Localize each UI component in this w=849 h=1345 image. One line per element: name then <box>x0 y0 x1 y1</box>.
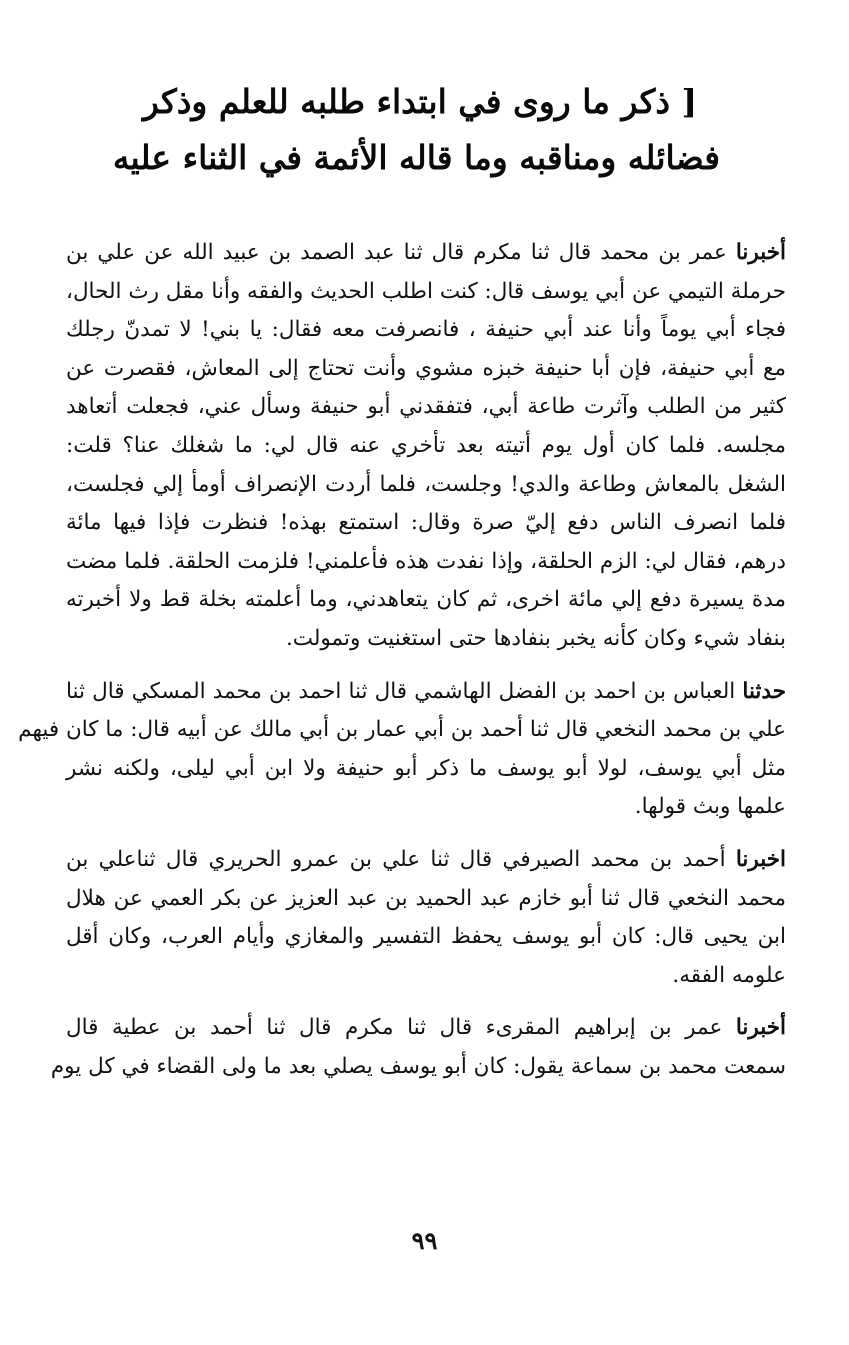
body-text <box>18 234 786 1086</box>
text-line: سمعت محمد بن سماعة يقول: كان أبو يوسف يصلي بعد ما ولى القضاء في كل يوم <box>50 1053 786 1079</box>
paragraph-3 <box>66 841 786 995</box>
paragraph-1 <box>66 234 786 659</box>
text-line: علمها وبث قولها. <box>634 794 786 820</box>
paragraph-lead: أخبرنا <box>735 1015 786 1041</box>
paragraph-lead: أخبرنا <box>735 240 786 265</box>
text-line: فجاء أبي يوماً وأنا عند أبي حنيفة ، فانصرفت معه فقال: يا بني! لا تمدنّ رجلك <box>66 317 786 343</box>
text-line: كثير من الطلب وآثرت طاعة أبي، فتفقدني أبو حنيفة وسأل عني، فجعلت أتعاهد <box>66 394 786 420</box>
heading-line-2: فضائله ومناقبه وما قاله الأئمة في الثناء عليه <box>112 138 720 177</box>
paragraph-lead: حدثنا <box>742 678 786 704</box>
paragraph-lead: اخبرنا <box>735 846 786 872</box>
text-line: اخبرنا أحمد بن محمد الصيرفي قال ثنا علي بن عمرو الحريري قال ثناعلي بن <box>66 846 786 872</box>
heading-line-1: [ ذكر ما روى في ابتداء طلبه للعلم وذكر <box>142 82 698 121</box>
page-number: ٩٩ <box>411 1226 438 1255</box>
text-line: حرملة التيمي عن أبي يوسف قال: كنت اطلب الحديث والفقه وأنا مقل رث الحال، <box>66 278 786 304</box>
section-heading <box>112 74 720 186</box>
text-line: فلما انصرف الناس دفع إليّ صرة وقال: استمتع بهذه! فنظرت فإذا فيها مائة <box>66 510 786 536</box>
text-line: أخبرنا عمر بن إبراهيم المقرىء قال ثنا مكرم قال ثنا أحمد بن عطية قال <box>66 1015 786 1041</box>
text-line: محمد النخعي قال ثنا أبو خازم عبد الحميد بن عبد العزيز عن بكر العمي عن هلال <box>66 885 786 911</box>
text-line: الشغل بالمعاش وطاعة والدي! وجلست، فلما أردت الإنصراف أومأ إلي فجلست، <box>66 471 786 497</box>
text-line: حدثنا العباس بن احمد بن الفضل الهاشمي قال ثنا احمد بن محمد المسكي قال ثنا <box>66 678 786 704</box>
text-line: درهم، فقال لي: الزم الحلقة، وإذا نفدت هذه فأعلمني! فلزمت الحلقة. فلما مضت <box>66 548 786 574</box>
paragraph-2 <box>18 673 786 827</box>
text-line: مدة يسيرة دفع إلي مائة اخرى، ثم كان يتعاهدني، وما أعلمته بخلة قط ولا أخبرته <box>66 587 786 613</box>
text-line: علومه الفقه. <box>672 962 786 988</box>
text-line: مجلسه. فلما كان أول يوم أتيته بعد تأخري عنه قال لي: ما شغلك عنا؟ قلت: <box>66 432 786 458</box>
text-line: مثل أبي يوسف، لولا أبو يوسف ما ذكر أبو حنيفة ولا ابن أبي ليلى، ولكنه نشر <box>66 755 786 781</box>
text-line: بنفاد شيء وكان كأنه يخبر بنفادها حتى استغنيت وتمولت. <box>285 625 786 651</box>
paragraph-4 <box>50 1009 786 1086</box>
text-line: ابن يحيى قال: كان أبو يوسف يحفظ التفسير والمغازي وأيام العرب، وكان أقل <box>66 924 786 950</box>
text-line: مع أبي حنيفة، فإن أبا حنيفة خبزه مشوي وأنت تحتاج إلى المعاش، فقصرت عن <box>66 355 786 381</box>
text-line: علي بن محمد النخعي قال ثنا أحمد بن أبي عمار بن أبي مالك عن أبيه قال: ما كان فيهم <box>18 717 786 743</box>
text-line: أخبرنا عمر بن محمد قال ثنا مكرم قال ثنا عبد الصمد بن عبيد الله عن علي بن <box>66 240 786 265</box>
